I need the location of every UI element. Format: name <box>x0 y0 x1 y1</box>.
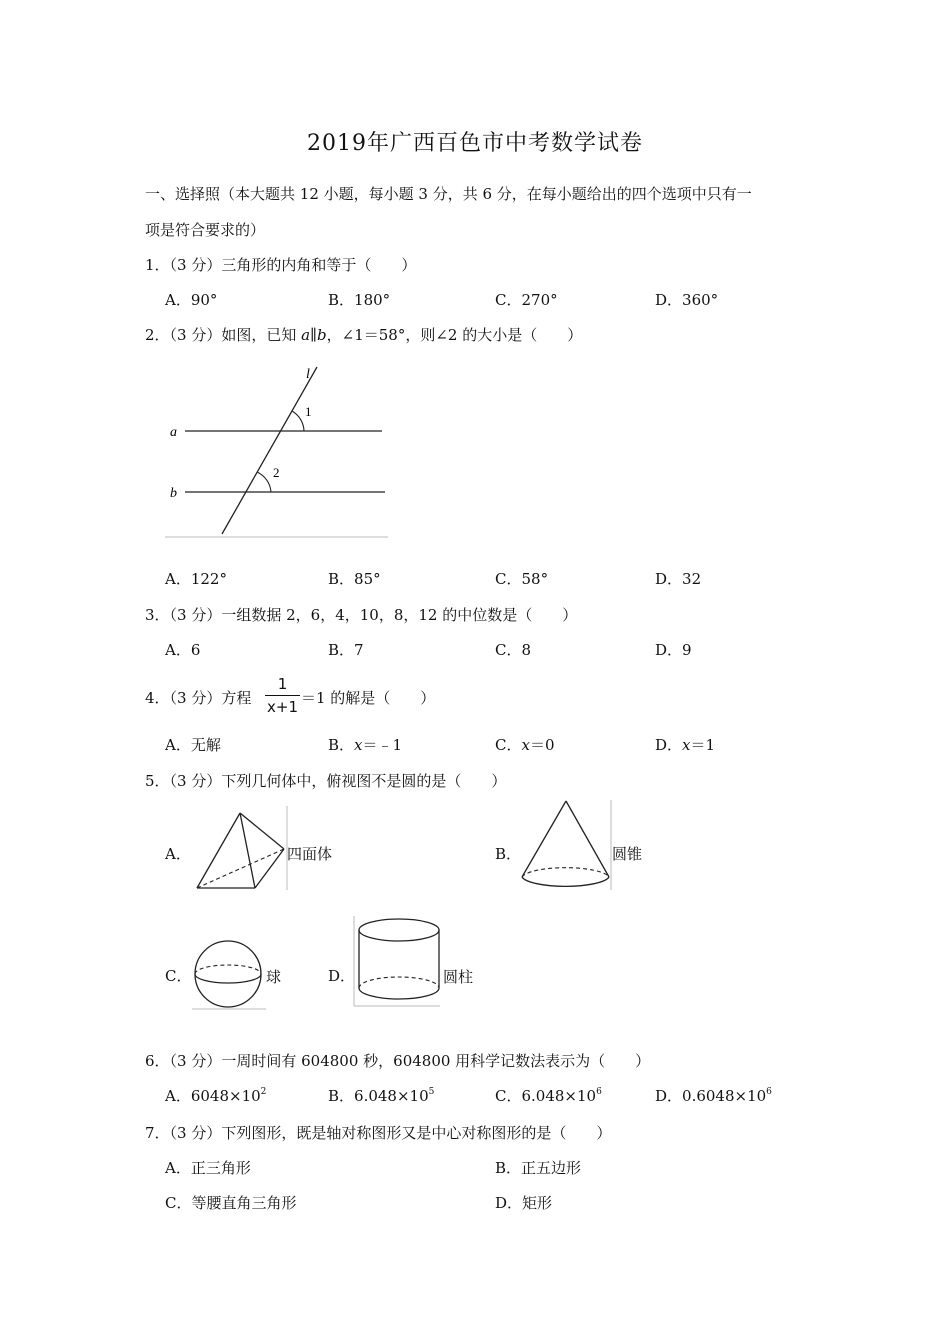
sphere-figure <box>190 936 270 1012</box>
question-1 <box>145 255 416 275</box>
cylinder-figure <box>352 912 444 1010</box>
question-5 <box>145 771 506 791</box>
label-angle-2: 2 <box>273 465 280 480</box>
question-6 <box>145 1051 650 1071</box>
question-number: 4． <box>145 689 170 707</box>
q5-option-c-label: 球 <box>266 968 282 986</box>
line-l <box>222 367 317 534</box>
angle-1-arc <box>292 411 304 431</box>
q4-option-b: B．x＝﹣1 <box>328 736 403 754</box>
question-text: 下列几何体中，俯视图不是圆的是（ ） <box>221 772 507 790</box>
q1-option-c: C．270° <box>495 291 558 309</box>
cone-figure <box>518 798 613 893</box>
q2-option-c: C．58° <box>495 570 549 588</box>
q6-option-a: A．$6048\times 10^2$ <box>165 1087 267 1105</box>
question-number: 6． <box>145 1052 170 1070</box>
q5-option-c-letter: C． <box>165 967 192 985</box>
q7-option-c: C．等腰直角三角形 <box>165 1194 297 1212</box>
page-title: 2019年广西百色市中考数学试卷 <box>307 131 643 156</box>
q7-option-b: B．正五边形 <box>495 1159 582 1177</box>
q3-option-b: B．7 <box>328 641 364 659</box>
q6-option-c: C．$6.048\times 10^6$ <box>495 1087 602 1105</box>
fraction-numerator: 1 <box>277 675 288 693</box>
question-number: 7． <box>145 1124 170 1142</box>
q6-option-d: D．$0.6048\times 10^6$ <box>655 1087 772 1105</box>
q1-option-d: D．360° <box>655 291 719 309</box>
question-3 <box>145 605 577 625</box>
q1-option-b: B．180° <box>328 291 391 309</box>
angle-2-arc <box>257 472 271 492</box>
q5-option-a-letter: A． <box>165 845 191 863</box>
q2-option-b: B．85° <box>328 570 381 588</box>
question-number: 2． <box>145 326 170 344</box>
q5-option-d-letter: D． <box>328 967 356 985</box>
parallel-symbol: ∥ <box>310 326 318 344</box>
q3-option-d: D．9 <box>655 641 692 659</box>
var-a: a <box>301 326 311 344</box>
q7-option-a: A．正三角形 <box>165 1159 251 1177</box>
question-text-post: ，∠1＝58°，则∠2 的大小是（ ） <box>326 326 583 344</box>
label-a: a <box>170 425 177 440</box>
q7-option-d: D．矩形 <box>495 1194 553 1212</box>
question-text-pre: 方程 <box>221 689 252 707</box>
question-number: 1． <box>145 256 170 274</box>
question-4-prefix <box>145 688 251 708</box>
section-heading-line1: 一、选择照（本大题共 12 小题，每小题 3 分，共 6 分，在每小题给出的四个选项中只有一 <box>145 185 752 203</box>
question-2 <box>145 325 582 345</box>
equation-fraction <box>265 674 300 718</box>
q6-option-b: B．$6.048\times 10^5$ <box>328 1087 435 1105</box>
label-b: b <box>170 486 177 501</box>
question-score: （3 分） <box>169 256 222 274</box>
question-score: （3 分） <box>169 606 222 624</box>
question-text: 下列图形，既是轴对称图形又是中心对称图形的是（ ） <box>221 1124 612 1142</box>
q5-option-b-letter: B． <box>495 845 522 863</box>
q1-option-a: A．90° <box>165 291 218 309</box>
q3-option-a: A．6 <box>165 641 201 659</box>
question-score: （3 分） <box>169 1124 222 1142</box>
question-number: 3． <box>145 606 170 624</box>
question-7 <box>145 1123 611 1143</box>
label-angle-1: 1 <box>305 404 312 419</box>
q5-option-b-label: 圆锥 <box>612 845 643 863</box>
q4-option-c: C．x＝0 <box>495 736 555 754</box>
q3-option-c: C．8 <box>495 641 532 659</box>
label-l: l <box>306 367 310 382</box>
tetrahedron-figure <box>193 806 290 892</box>
question-4-suffix: ＝1 的解是（ ） <box>301 689 436 707</box>
section-heading-line2: 项是符合要求的） <box>145 221 266 239</box>
question-text-pre: 如图，已知 <box>221 326 302 344</box>
question-score: （3 分） <box>169 772 222 790</box>
question-score: （3 分） <box>169 689 222 707</box>
question-text: 三角形的内角和等于（ ） <box>221 256 417 274</box>
question-number: 5． <box>145 772 170 790</box>
fraction-denominator: x+1 <box>267 698 298 716</box>
question-text: 一组数据 2，6，4，10，8，12 的中位数是（ ） <box>221 606 578 624</box>
q5-option-a-label: 四面体 <box>287 845 333 863</box>
q5-option-d-label: 圆柱 <box>443 968 474 986</box>
question-text: 一周时间有 604800 秒，604800 用科学记数法表示为（ ） <box>221 1052 651 1070</box>
question-score: （3 分） <box>169 326 222 344</box>
question-score: （3 分） <box>169 1052 222 1070</box>
q4-option-a: A．无解 <box>165 736 221 754</box>
var-b: b <box>317 326 327 344</box>
q2-option-a: A．122° <box>165 570 227 588</box>
fraction-bar <box>265 695 300 696</box>
q2-option-d: D．32 <box>655 570 702 588</box>
q4-option-d: D．x＝1 <box>655 736 716 754</box>
parallel-lines-figure <box>160 360 395 545</box>
